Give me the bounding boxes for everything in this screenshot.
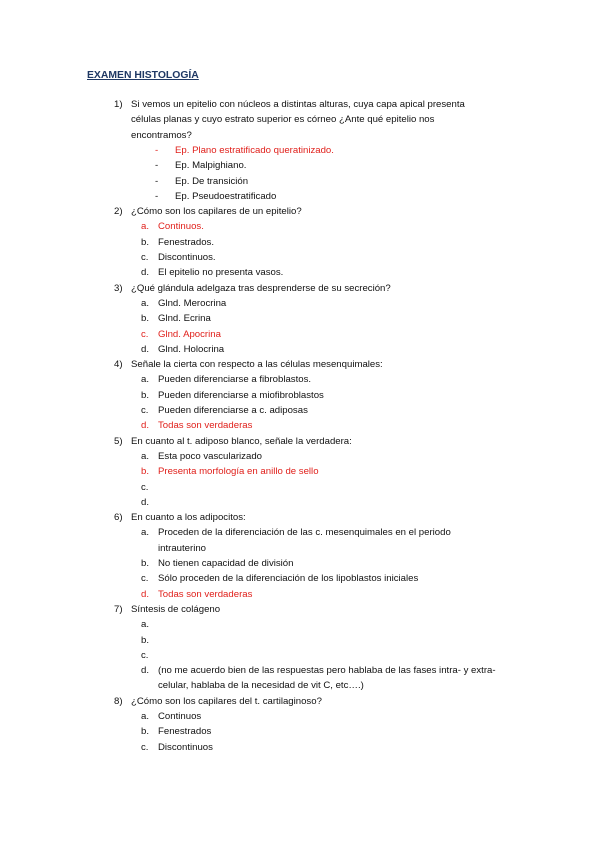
option-text: Ep. Malpighiano. [175, 160, 247, 172]
option-marker: c. [141, 252, 149, 263]
option-marker: - [155, 160, 159, 172]
question-text: En cuanto al t. adiposo blanco, señale la verdadera: [131, 435, 352, 447]
option-marker: a. [141, 450, 150, 462]
option-text-continued: celular, hablaba de la necesidad de vit C, etc….) [158, 680, 364, 692]
correct-option-text: Continuos. [158, 221, 204, 233]
option-marker: d. [141, 588, 150, 600]
option-marker: b. [141, 726, 150, 738]
option-marker: a. [141, 297, 150, 309]
option-text: Continuos [158, 711, 202, 722]
option-marker: c. [141, 328, 149, 340]
question-number: 7) [114, 603, 123, 615]
question-number: 3) [114, 282, 123, 294]
option-marker: d. [141, 665, 150, 677]
option-marker: d. [141, 267, 150, 279]
option-marker: d. [141, 420, 150, 432]
question-text: Señale la cierta con respecto a las células mesenquimales: [131, 359, 383, 371]
option-marker: a. [141, 619, 150, 631]
option-text-continued: intrauterino [158, 542, 206, 554]
option-text: Fenestrados [158, 726, 212, 738]
correct-option-text: Todas son verdaderas [158, 588, 253, 600]
page-title: EXAMEN HISTOLOGÍA [87, 70, 199, 81]
option-text: Esta poco vascularizado [158, 450, 262, 462]
correct-option-text: Todas son verdaderas [158, 420, 253, 432]
question-number: 8) [114, 695, 123, 707]
option-text: No tienen capacidad de división [158, 558, 294, 569]
option-text: Proceden de la diferenciación de las c. mesenquimales en el periodo [158, 527, 451, 539]
question-number: 6) [114, 512, 123, 524]
question-text: encontramos? [131, 129, 192, 141]
option-text: Discontinuos. [158, 252, 216, 263]
question-text: células planas y cuyo estrato superior es córneo ¿Ante qué epitelio nos [131, 114, 435, 126]
option-text: Fenestrados. [158, 236, 214, 248]
option-marker: c. [141, 481, 149, 493]
option-marker: b. [141, 313, 150, 325]
question-number: 4) [114, 359, 123, 371]
option-marker: c. [141, 573, 149, 585]
option-marker: a. [141, 711, 150, 722]
option-marker: d. [141, 496, 150, 508]
option-text: Discontinuos [158, 741, 213, 753]
option-text: (no me acuerdo bien de las respuestas pero hablaba de las fases intra- y extra- [158, 665, 496, 677]
question-number: 2) [114, 206, 123, 218]
option-text: Glnd. Holocrina [158, 343, 225, 355]
option-marker: b. [141, 558, 150, 569]
option-text: Ep. De transición [175, 175, 249, 187]
option-marker: a. [141, 221, 150, 233]
option-marker: b. [141, 236, 150, 248]
option-text: Glnd. Merocrina [158, 297, 227, 309]
question-text: ¿Cómo son los capilares de un epitelio? [131, 206, 302, 218]
question-text: En cuanto a los adipocitos: [131, 512, 246, 524]
correct-option-text: Ep. Plano estratificado queratinizado. [175, 144, 334, 156]
option-marker: c. [141, 741, 149, 753]
option-marker: b. [141, 634, 150, 646]
question-text: Síntesis de colágeno [131, 603, 221, 615]
option-marker: c. [141, 649, 149, 661]
option-marker: d. [141, 343, 150, 355]
question-number: 5) [114, 435, 123, 447]
option-text: Pueden diferenciarse a fibroblastos. [158, 374, 312, 386]
option-marker: - [155, 144, 159, 156]
option-marker: - [155, 190, 159, 202]
option-marker: - [155, 175, 159, 187]
question-text: ¿Qué glándula adelgaza tras desprenderse de su secreción? [131, 282, 391, 294]
option-text: Glnd. Ecrina [158, 313, 211, 325]
option-text: Pueden diferenciarse a c. adiposas [158, 405, 308, 416]
option-marker: a. [141, 374, 150, 386]
option-text: Sólo proceden de la diferenciación de los lipoblastos iniciales [158, 573, 419, 585]
option-text: El epitelio no presenta vasos. [158, 267, 284, 279]
option-marker: b. [141, 389, 150, 401]
option-marker: c. [141, 405, 149, 416]
option-marker: a. [141, 527, 150, 539]
question-number: 1) [114, 99, 123, 110]
option-text: Pueden diferenciarse a miofibroblastos [158, 389, 324, 401]
question-text: ¿Cómo son los capilares del t. cartilaginoso? [131, 695, 322, 707]
correct-option-text: Glnd. Apocrina [158, 328, 221, 340]
correct-option-text: Presenta morfología en anillo de sello [158, 466, 319, 478]
option-text: Ep. Pseudoestratificado [175, 190, 277, 202]
option-marker: b. [141, 466, 150, 478]
question-text: Si vemos un epitelio con núcleos a distintas alturas, cuya capa apical presenta [131, 99, 465, 110]
